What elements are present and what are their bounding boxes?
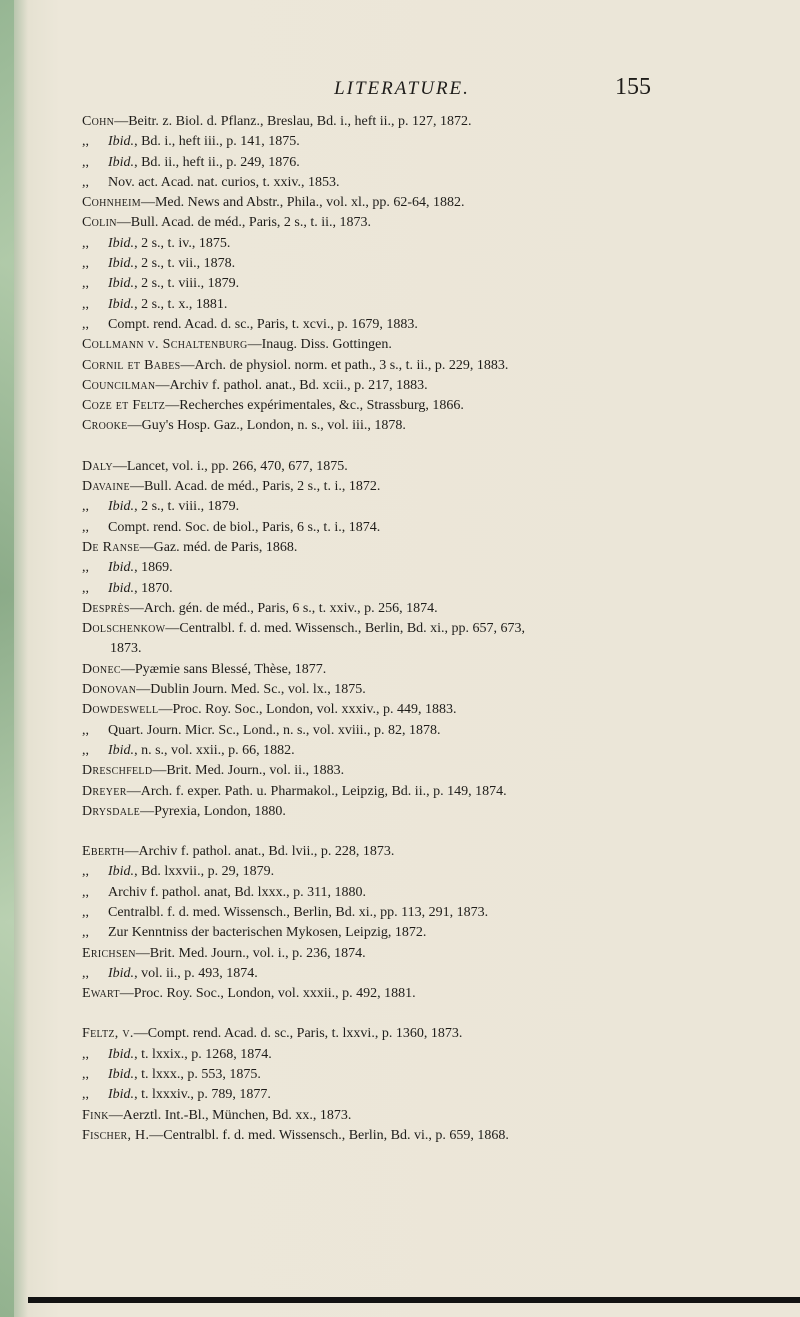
entry-citation: —Bull. Acad. de méd., Paris, 2 s., t. i., 1872. xyxy=(129,479,381,495)
entry-citation: —Centralbl. f. d. med. Wissensch., Berlin, Bd. vi., p. 659, 1868. xyxy=(149,1127,509,1143)
ditto-mark: ,, xyxy=(82,965,89,981)
bibliography-entry xyxy=(82,639,782,659)
entry-citation: , Bd. ii., heft ii., p. 249, 1876. xyxy=(134,154,300,170)
entry-author: Coze et Feltz xyxy=(82,398,166,414)
entry-citation: —Recherches expérimentales, &c., Strassburg, 1866. xyxy=(165,398,464,414)
ibid-label: Ibid. xyxy=(108,965,135,981)
ditto-mark: ,, xyxy=(82,560,89,576)
entry-citation: —Archiv f. pathol. anat., Bd. lvii., p. 228, 1873. xyxy=(124,844,395,860)
bibliography-entry xyxy=(82,903,782,923)
entry-citation: —Proc. Roy. Soc., London, vol. xxxii., p. 492, 1881. xyxy=(119,986,416,1002)
bibliography-entry xyxy=(82,923,782,943)
entry-author: Daly xyxy=(82,458,113,474)
entry-author: Feltz, v. xyxy=(82,1026,134,1042)
entry-author: Fischer, H. xyxy=(82,1127,150,1143)
bibliography-entry xyxy=(82,558,782,578)
ibid-label: Ibid. xyxy=(108,499,135,515)
entry-author: Donovan xyxy=(82,682,137,698)
bibliography-entry xyxy=(82,173,782,193)
entry-citation: —Med. News and Abstr., Phila., vol. xl., pp. 62-64, 1882. xyxy=(140,195,465,211)
entry-author: Crooke xyxy=(82,418,128,434)
ibid-label: Ibid. xyxy=(108,864,135,880)
ditto-mark: ,, xyxy=(82,925,89,941)
bibliography-entry xyxy=(82,862,782,882)
bibliography-entry xyxy=(82,315,782,335)
bibliography-entry xyxy=(82,132,782,152)
ditto-mark: ,, xyxy=(82,296,89,312)
bibliography-entry xyxy=(82,1024,782,1044)
entry-author: Ewart xyxy=(82,986,120,1002)
entry-citation: —Beitr. z. Biol. d. Pflanz., Breslau, Bd. i., heft ii., p. 127, 1872. xyxy=(114,114,472,129)
entry-citation: , t. lxxix., p. 1268, 1874. xyxy=(134,1046,272,1062)
ibid-label: Ibid. xyxy=(108,1046,135,1062)
section-gap xyxy=(82,822,782,842)
book-spine-edge xyxy=(0,0,14,1317)
entry-citation: Archiv f. pathol. anat, Bd. lxxx., p. 311, 1880. xyxy=(108,884,367,900)
bibliography-entry xyxy=(82,741,782,761)
entry-author: Desprès xyxy=(82,600,130,616)
ibid-label: Ibid. xyxy=(108,580,135,596)
bibliography-entry xyxy=(82,619,782,639)
entry-citation: —Dublin Journ. Med. Sc., vol. lx., 1875. xyxy=(136,682,366,698)
entry-citation: , t. lxxx., p. 553, 1875. xyxy=(134,1067,261,1083)
page-bottom-edge xyxy=(28,1297,800,1303)
entry-author: Dreyer xyxy=(82,783,127,799)
bibliography-entry xyxy=(82,457,782,477)
ditto-mark: ,, xyxy=(82,1067,89,1083)
entry-citation: , 2 s., t. x., 1881. xyxy=(134,296,228,312)
entry-citation: —Arch. f. exper. Path. u. Pharmakol., Leipzig, Bd. ii., p. 149, 1874. xyxy=(126,783,507,799)
ditto-mark: ,, xyxy=(82,722,89,738)
entry-citation: —Centralbl. f. d. med. Wissensch., Berlin, Bd. xi., pp. 657, 673, xyxy=(165,621,526,637)
entry-citation: , 1869. xyxy=(134,560,173,576)
entry-citation: —Proc. Roy. Soc., London, vol. xxxiv., p. 449, 1883. xyxy=(158,702,457,718)
entry-author: Dolschenkow xyxy=(82,621,166,637)
bibliography-entry xyxy=(82,213,782,233)
ditto-mark: ,, xyxy=(82,580,89,596)
bibliography-entry xyxy=(82,721,782,741)
bibliography-entry xyxy=(82,579,782,599)
bibliography-entry xyxy=(82,660,782,680)
entry-author: De Ranse xyxy=(82,539,140,555)
entry-author: Donec xyxy=(82,661,121,677)
entry-citation: —Aerztl. Int.-Bl., München, Bd. xx., 1873. xyxy=(108,1107,352,1123)
entry-citation: Nov. act. Acad. nat. curios, t. xxiv., 1853. xyxy=(108,174,340,190)
ibid-label: Ibid. xyxy=(108,154,135,170)
bibliography-entry xyxy=(82,416,782,436)
book-gutter-shadow xyxy=(14,0,28,1317)
entry-citation: , 2 s., t. viii., 1879. xyxy=(134,499,240,515)
entry-author: Cohn xyxy=(82,114,115,129)
bibliography-entry xyxy=(82,842,782,862)
bibliography-entry xyxy=(82,680,782,700)
ibid-label: Ibid. xyxy=(108,742,135,758)
bibliography-entry xyxy=(82,1045,782,1065)
entry-author: Eberth xyxy=(82,844,125,860)
entry-author: Collmann v. Schaltenburg xyxy=(82,337,248,353)
bibliography-entry xyxy=(82,254,782,274)
ditto-mark: ,, xyxy=(82,519,89,535)
ibid-label: Ibid. xyxy=(108,296,135,312)
bibliography-entry xyxy=(82,477,782,497)
entry-citation: —Archiv f. pathol. anat., Bd. xcii., p. 217, 1883. xyxy=(155,377,428,393)
entry-citation: —Pyæmie sans Blessé, Thèse, 1877. xyxy=(120,661,327,677)
bibliography-entry xyxy=(82,193,782,213)
bibliography-entry xyxy=(82,802,782,822)
entry-author: Colin xyxy=(82,215,117,231)
bibliography-entry xyxy=(82,761,782,781)
bibliography-entry xyxy=(82,234,782,254)
entry-citation: —Inaug. Diss. Gottingen. xyxy=(247,337,392,353)
entry-citation: —Gaz. méd. de Paris, 1868. xyxy=(139,539,298,555)
entry-author: Fink xyxy=(82,1107,109,1123)
entry-author: Cornil et Babes xyxy=(82,357,181,373)
ditto-mark: ,, xyxy=(82,499,89,515)
bibliography-entry xyxy=(82,153,782,173)
section-gap xyxy=(82,1004,782,1024)
entry-citation: , 1870. xyxy=(134,580,173,596)
bibliography-entry xyxy=(82,112,782,132)
bibliography-list xyxy=(82,112,782,1146)
section-gap xyxy=(82,437,782,457)
entry-author: Cohnheim xyxy=(82,195,141,211)
bibliography-entry xyxy=(82,274,782,294)
bibliography-entry xyxy=(82,984,782,1004)
ibid-label: Ibid. xyxy=(108,256,135,272)
ditto-mark: ,, xyxy=(82,134,89,150)
bibliography-entry xyxy=(82,335,782,355)
bibliography-entry xyxy=(82,1106,782,1126)
bibliography-entry xyxy=(82,376,782,396)
entry-author: Councilman xyxy=(82,377,156,393)
ditto-mark: ,, xyxy=(82,174,89,190)
entry-citation: —Brit. Med. Journ., vol. ii., 1883. xyxy=(152,763,345,779)
bibliography-entry xyxy=(82,396,782,416)
bibliography-entry xyxy=(82,964,782,984)
ibid-label: Ibid. xyxy=(108,134,135,150)
running-head: LITERATURE. xyxy=(334,78,470,99)
entry-citation: , Bd. lxxvii., p. 29, 1879. xyxy=(134,864,275,880)
ibid-label: Ibid. xyxy=(108,235,135,251)
ditto-mark: ,, xyxy=(82,256,89,272)
bibliography-entry xyxy=(82,883,782,903)
ibid-label: Ibid. xyxy=(108,1067,135,1083)
ditto-mark: ,, xyxy=(82,904,89,920)
bibliography-entry xyxy=(82,538,782,558)
entry-citation: , 2 s., t. iv., 1875. xyxy=(134,235,231,251)
ibid-label: Ibid. xyxy=(108,560,135,576)
entry-citation: , 2 s., t. viii., 1879. xyxy=(134,276,240,292)
ditto-mark: ,, xyxy=(82,316,89,332)
ditto-mark: ,, xyxy=(82,884,89,900)
entry-citation: , 2 s., t. vii., 1878. xyxy=(134,256,236,272)
entry-citation: —Bull. Acad. de méd., Paris, 2 s., t. ii., 1873. xyxy=(116,215,372,231)
entry-citation: Centralbl. f. d. med. Wissensch., Berlin, Bd. xi., pp. 113, 291, 1873. xyxy=(108,904,489,920)
entry-author: Davaine xyxy=(82,479,130,495)
entry-citation: —Pyrexia, London, 1880. xyxy=(140,803,286,819)
bibliography-entry xyxy=(82,782,782,802)
ditto-mark: ,, xyxy=(82,154,89,170)
entry-citation: , vol. ii., p. 493, 1874. xyxy=(134,965,258,981)
entry-author: Drysdale xyxy=(82,803,141,819)
entry-author: Erichsen xyxy=(82,945,136,961)
entry-citation: —Arch. gén. de méd., Paris, 6 s., t. xxiv., p. 256, 1874. xyxy=(129,600,438,616)
bibliography-entry xyxy=(82,295,782,315)
ibid-label: Ibid. xyxy=(108,276,135,292)
bibliography-entry xyxy=(82,1085,782,1105)
bibliography-entry xyxy=(82,1126,782,1146)
page-number: 155 xyxy=(615,74,651,100)
entry-citation: Compt. rend. Soc. de biol., Paris, 6 s., t. i., 1874. xyxy=(108,519,381,535)
bibliography-entry xyxy=(82,518,782,538)
bibliography-entry xyxy=(82,1065,782,1085)
entry-citation: , Bd. i., heft iii., p. 141, 1875. xyxy=(134,134,300,150)
bibliography-entry xyxy=(82,356,782,376)
entry-citation: Compt. rend. Acad. d. sc., Paris, t. xcvi., p. 1679, 1883. xyxy=(108,316,418,332)
bibliography-entry xyxy=(82,599,782,619)
entry-citation: —Brit. Med. Journ., vol. i., p. 236, 1874. xyxy=(135,945,366,961)
bibliography-entry xyxy=(82,944,782,964)
ditto-mark: ,, xyxy=(82,864,89,880)
bibliography-entry xyxy=(82,700,782,720)
entry-continuation: 1873. xyxy=(110,641,142,657)
entry-citation: —Arch. de physiol. norm. et path., 3 s., t. ii., p. 229, 1883. xyxy=(180,357,509,373)
entry-author: Dreschfeld xyxy=(82,763,153,779)
entry-citation: —Guy's Hosp. Gaz., London, n. s., vol. iii., 1878. xyxy=(127,418,406,434)
ditto-mark: ,, xyxy=(82,276,89,292)
entry-citation: , n. s., vol. xxii., p. 66, 1882. xyxy=(134,742,295,758)
ditto-mark: ,, xyxy=(82,235,89,251)
entry-citation: —Lancet, vol. i., pp. 266, 470, 677, 1875. xyxy=(112,458,348,474)
ditto-mark: ,, xyxy=(82,1046,89,1062)
entry-citation: , t. lxxxiv., p. 789, 1877. xyxy=(134,1087,271,1103)
ditto-mark: ,, xyxy=(82,742,89,758)
entry-citation: Zur Kenntniss der bacterischen Mykosen, Leipzig, 1872. xyxy=(108,925,427,941)
bibliography-entry xyxy=(82,497,782,517)
entry-citation: —Compt. rend. Acad. d. sc., Paris, t. lxxvi., p. 1360, 1873. xyxy=(133,1026,463,1042)
ibid-label: Ibid. xyxy=(108,1087,135,1103)
ditto-mark: ,, xyxy=(82,1087,89,1103)
entry-author: Dowdeswell xyxy=(82,702,159,718)
entry-citation: Quart. Journ. Micr. Sc., Lond., n. s., vol. xviii., p. 82, 1878. xyxy=(108,722,441,738)
